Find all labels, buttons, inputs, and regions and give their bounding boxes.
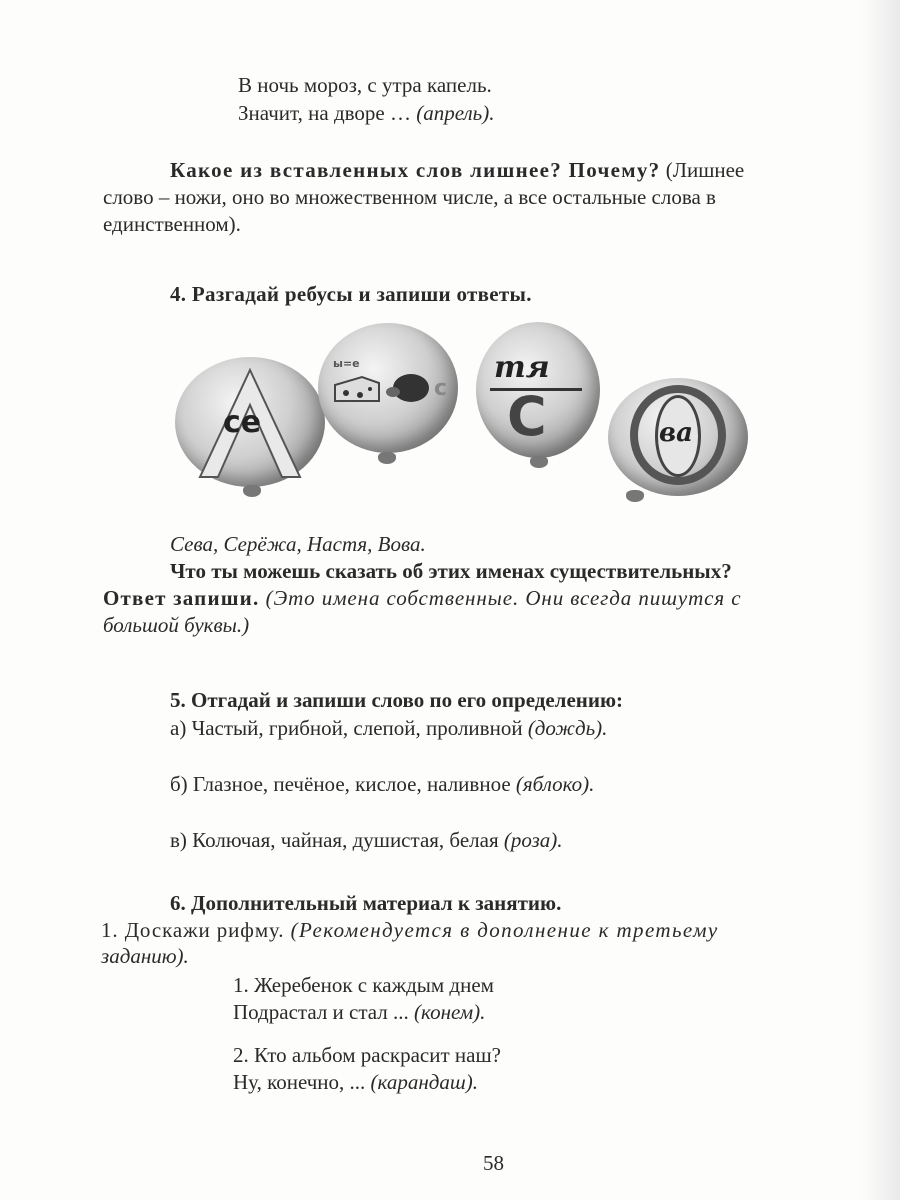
rebus-1-inner: се bbox=[223, 405, 262, 440]
task6-intro-italic: (Рекомендуется в дополнение к третьему bbox=[290, 918, 719, 942]
answer-label: Ответ запиши. bbox=[103, 586, 260, 610]
task6-intro-line-1 bbox=[101, 917, 719, 944]
poem-line-2-text: Значит, на дворе … bbox=[238, 101, 417, 125]
task5-item-c bbox=[170, 827, 563, 854]
rebus-3-bottom: С bbox=[507, 385, 547, 448]
hedgehog-icon bbox=[385, 370, 431, 404]
balloon-3-knot bbox=[530, 456, 548, 468]
extra-question-line-1 bbox=[170, 157, 744, 184]
task5-item-b bbox=[170, 771, 594, 798]
extra-question-bold: Какое из вставленных слов лишнее? Почему? bbox=[170, 158, 661, 182]
rhyme-1-answer: (конем). bbox=[414, 1000, 486, 1024]
task5-item-b-answer: (яблоко). bbox=[515, 772, 595, 796]
rebus-2-top: ы=е bbox=[333, 357, 360, 370]
poem-line-2 bbox=[238, 100, 494, 127]
extra-question-line-3: единственном). bbox=[103, 212, 241, 236]
task5-item-c-answer: (роза). bbox=[503, 828, 563, 852]
task5-item-a-answer: (дождь). bbox=[527, 716, 608, 740]
rhyme-2-answer: (карандаш). bbox=[370, 1070, 478, 1094]
task4-question: Что ты можешь сказать об этих именах существительных? bbox=[170, 559, 732, 583]
task5-item-b-text: б) Глазное, печёное, кислое, наливное bbox=[170, 772, 516, 796]
task5-item-a-text: а) Частый, грибной, слепой, проливной bbox=[170, 716, 528, 740]
task4-heading: 4. Разгадай ребусы и запиши ответы. bbox=[170, 282, 532, 306]
rebus-4-inner: ва bbox=[659, 418, 693, 448]
rebus-answers: Сева, Серёжа, Настя, Вова. bbox=[170, 532, 426, 556]
cheese-icon bbox=[332, 373, 382, 403]
rhyme-2-text: Ну, конечно, ... bbox=[233, 1070, 371, 1094]
task5-heading: 5. Отгадай и запиши слово по его определению: bbox=[170, 688, 624, 712]
page-edge-shadow bbox=[860, 0, 900, 1200]
task6-intro-line-2: заданию). bbox=[101, 944, 189, 968]
balloon-2-knot bbox=[378, 452, 396, 464]
task4-answer-line-1 bbox=[103, 585, 741, 612]
poem-answer: (апрель). bbox=[416, 101, 495, 125]
rhyme-1-line-1: 1. Жеребенок с каждым днем bbox=[233, 973, 494, 997]
task6-intro-text: 1. Доскажи рифму. bbox=[101, 918, 291, 942]
rhyme-1-text: Подрастал и стал ... bbox=[233, 1000, 415, 1024]
rebus-3-top: тя bbox=[494, 350, 550, 385]
task4-answer-line-2: большой буквы.) bbox=[103, 613, 250, 637]
answer-italic-1: (Это имена собственные. Они всегда пишутся с bbox=[259, 586, 742, 610]
rhyme-2-line-1: 2. Кто альбом раскрасит наш? bbox=[233, 1043, 501, 1067]
rebus-2-suffix: с bbox=[434, 376, 448, 401]
balloon-1-knot bbox=[243, 485, 261, 497]
task5-item-a bbox=[170, 715, 607, 742]
poem-line-1: В ночь мороз, с утра капель. bbox=[238, 73, 492, 97]
rhyme-1-line-2 bbox=[233, 999, 485, 1026]
extra-question-line-2: слово – ножи, оно во множественном числе, а все остальные слова в bbox=[103, 185, 716, 209]
rhyme-2-line-2 bbox=[233, 1069, 478, 1096]
extra-answer-start: (Лишнее bbox=[660, 158, 745, 182]
task5-item-c-text: в) Колючая, чайная, душистая, белая bbox=[170, 828, 504, 852]
balloon-4-knot bbox=[626, 490, 644, 502]
task6-heading: 6. Дополнительный материал к занятию. bbox=[170, 891, 562, 915]
page-number: 58 bbox=[483, 1151, 504, 1175]
